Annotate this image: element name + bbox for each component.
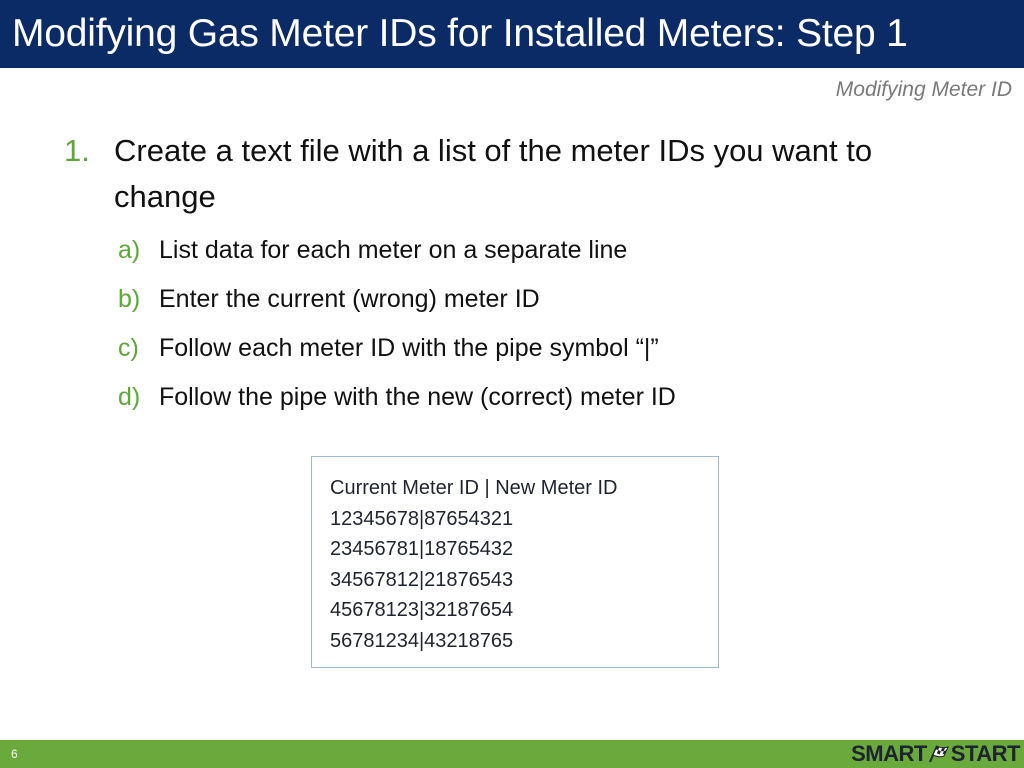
sample-file-header: Current Meter ID | New Meter ID [330, 477, 618, 499]
footer-bar [0, 740, 1024, 768]
logo-text-smart: SMART [851, 741, 927, 766]
sample-file-line: 56781234|43218765 [330, 629, 514, 652]
slide-subtitle: Modifying Meter ID [835, 78, 1012, 101]
sub-step-list [118, 230, 878, 426]
sample-file-line: 12345678|87654321 [330, 507, 514, 530]
sub-step-b [118, 279, 878, 328]
sub-step-text: Enter the current (wrong) meter ID [159, 285, 540, 313]
slide-title: Modifying Gas Meter IDs for Installed Meters: Step 1 [12, 12, 908, 55]
page-number: 6 [11, 747, 18, 761]
sample-file-line: 45678123|32187654 [330, 599, 514, 621]
sample-file-box [311, 456, 719, 668]
checkered-flag-icon [928, 745, 950, 763]
sub-step-marker: d) [118, 383, 141, 411]
step-text: Create a text file with a list of the meter IDs you want to change [114, 133, 873, 214]
sample-file-line: 34567812|21876543 [330, 568, 514, 591]
sub-step-text: Follow each meter ID with the pipe symbol “|” [159, 334, 659, 362]
sub-step-marker: b) [118, 285, 141, 313]
sub-step-text: List data for each meter on a separate line [159, 236, 628, 264]
sub-step-marker: a) [118, 236, 141, 264]
sample-file-line: 23456781|18765432 [330, 538, 514, 560]
sub-step-c [118, 328, 878, 377]
sub-step-marker: c) [118, 334, 139, 362]
smartstart-logo [851, 741, 1020, 767]
sub-step-d [118, 377, 878, 426]
logo-text-start: START [950, 741, 1020, 766]
step-number: 1. [64, 133, 90, 168]
title-bar [0, 0, 1024, 68]
sub-step-a [118, 230, 878, 279]
sub-step-text: Follow the pipe with the new (correct) meter ID [159, 383, 676, 411]
